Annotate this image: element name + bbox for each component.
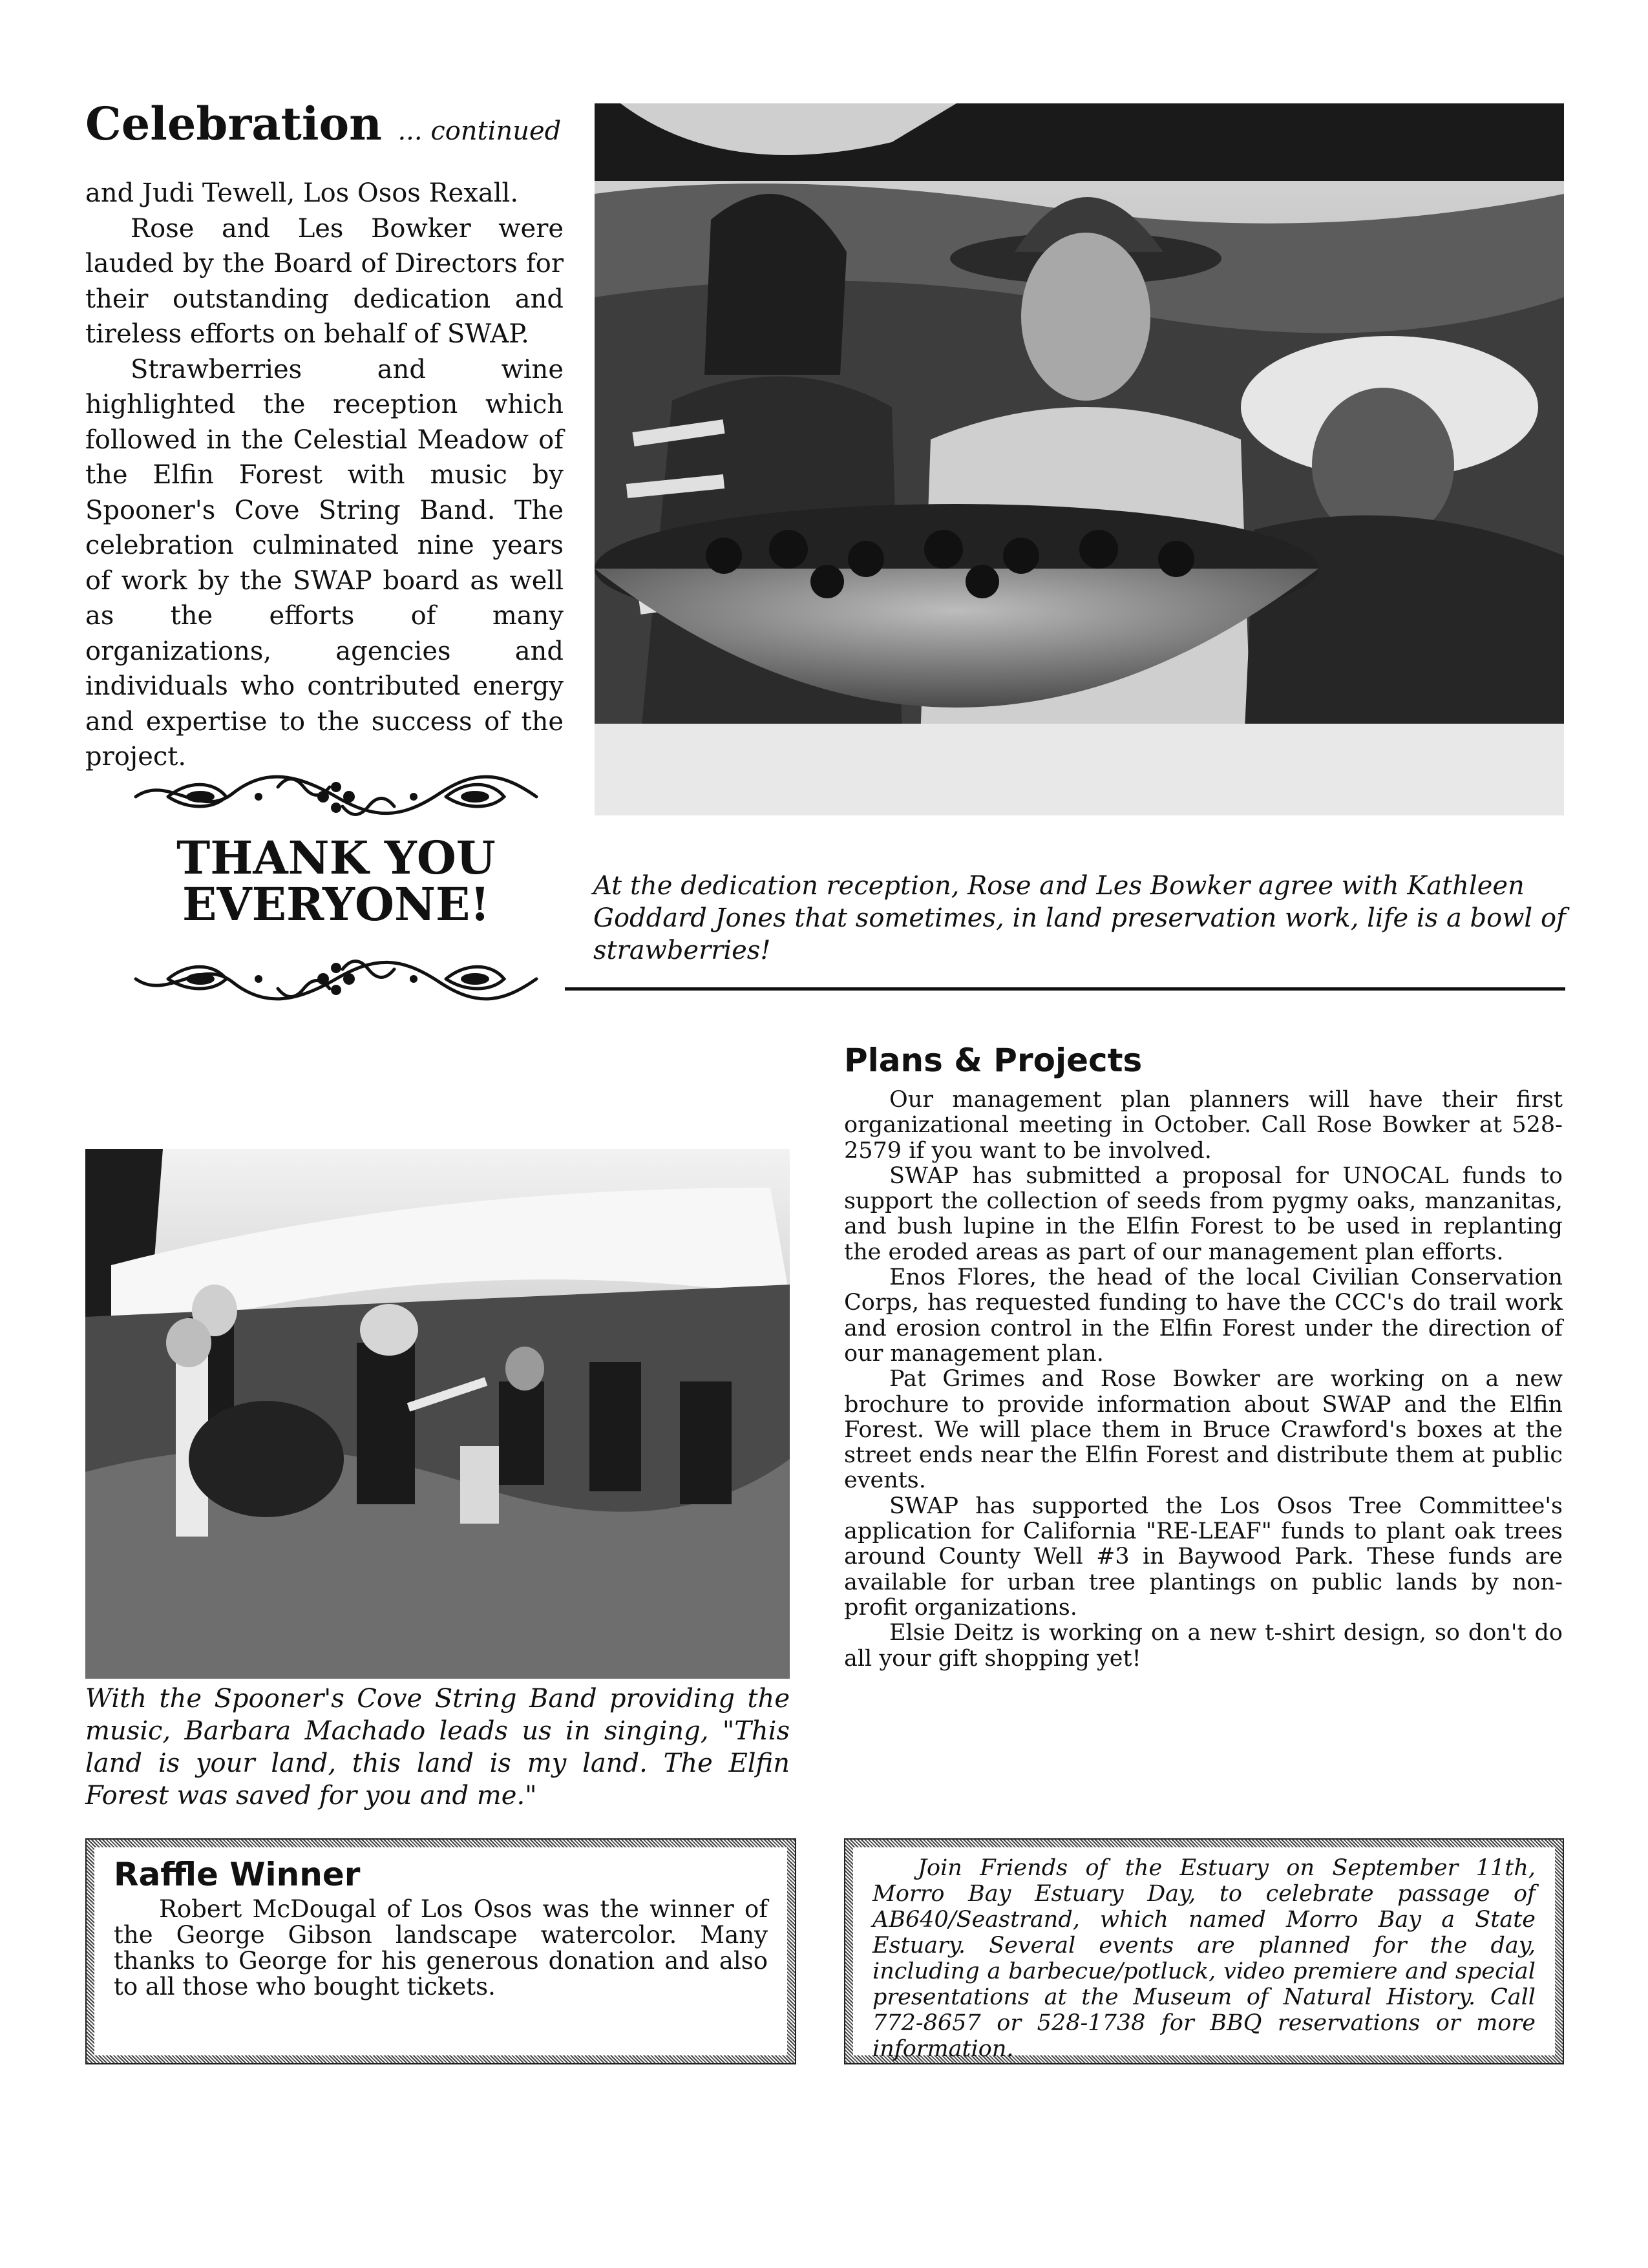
band-photo-image: [85, 1149, 790, 1679]
ornament-bottom: [129, 950, 543, 1008]
reception-photo: [595, 103, 1564, 815]
celebration-paragraph: Rose and Les Bowker were lauded by the Board of Directors for their outstanding dedication and tireless efforts on behalf of SWAP.: [85, 213, 564, 349]
plans-heading: Plans & Projects: [844, 1042, 1143, 1079]
celebration-paragraph: and Judi Tewell, Los Osos Rexall.: [85, 178, 519, 208]
raffle-box-content: [114, 1855, 768, 2000]
plans-article: [844, 1087, 1563, 1672]
ornament-top: [129, 768, 543, 826]
band-photo-caption: With the Spooner's Cove String Band providing the music, Barbara Machado leads us in singing, "This land is your land, this land is my land. The Elfin Forest was saved for you and me.": [85, 1684, 790, 1811]
plans-paragraph: Pat Grimes and Rose Bowker are working on a new brochure to provide information about SWAP and the Elfin Forest. We will place them in Bruce Crawford's boxes at the street ends near the Elfin Forest and distribute them at public events.: [844, 1366, 1563, 1494]
estuary-box: [844, 1838, 1564, 2064]
thank-you-line: THANK YOU: [176, 831, 496, 885]
celebration-title: Celebration: [85, 97, 383, 151]
plans-paragraph: Our management plan planners will have their first organizational meeting in October. Call Rose Bowker at 528-2579 if you want to be involved.: [844, 1087, 1563, 1164]
plans-paragraph: Enos Flores, the head of the local Civilian Conservation Corps, has requested funding to have the CCC's do trail work and erosion control in the Elfin Forest under the direction of our management plan.: [844, 1265, 1563, 1367]
celebration-article: [85, 176, 564, 775]
reception-photo-image: [595, 103, 1564, 815]
raffle-box: [85, 1838, 796, 2064]
raffle-text: Robert McDougal of Los Osos was the winner of the George Gibson landscape watercolor. Many thanks to George for his generous donation and also to all those who bought tickets.: [114, 1895, 768, 2000]
band-photo: [85, 1149, 790, 1679]
estuary-box-content: [872, 1855, 1536, 2062]
reception-photo-caption: At the dedication reception, Rose and Les Bowker agree with Kathleen Goddard Jones that sometimes, in land preservation work, life is a bowl of strawberries!: [593, 871, 1566, 965]
plans-paragraph: SWAP has supported the Los Osos Tree Committee's application for California "RE-LEAF" funds to plant oak trees around County Well #3 in Baywood Park. These funds are available for urban tree plantings on public lands by non-profit organizations.: [844, 1493, 1563, 1621]
continued-label: ... continued: [397, 116, 562, 146]
plans-paragraph: Elsie Deitz is working on a new t-shirt design, so don't do all your gift shopping yet!: [844, 1620, 1563, 1672]
thank-you-banner: [116, 831, 556, 931]
estuary-text: Join Friends of the Estuary on September 11th, Morro Bay Estuary Day, to celebrate passage of AB640/Seastrand, which named Morro Bay a State Estuary. Several events are planned for the day, including a barbecue/potluck, video premiere and special presentations at the Museum of Natural History. Call 772-8657 or 528-1738 for BBQ reservations or more information.: [872, 1855, 1536, 2062]
celebration-headline: [85, 97, 561, 151]
thank-you-line: EVERYONE!: [182, 877, 491, 931]
section-divider: [565, 987, 1565, 991]
celebration-paragraph: Strawberries and wine highlighted the reception which followed in the Celestial Meadow of the Elfin Forest with music by Spooner's Cove String Band. The celebration culminated nine years of work by the SWAP board as well as the efforts of many organizations, agencies and individuals who contributed energy and expertise to the success of the project.: [85, 354, 564, 772]
raffle-heading: Raffle Winner: [114, 1856, 361, 1893]
plans-paragraph: SWAP has submitted a proposal for UNOCAL funds to support the collection of seeds from pygmy oaks, manzanitas, and bush lupine in the Elfin Forest to be used in replanting the eroded areas as part of our management plan efforts.: [844, 1162, 1563, 1265]
